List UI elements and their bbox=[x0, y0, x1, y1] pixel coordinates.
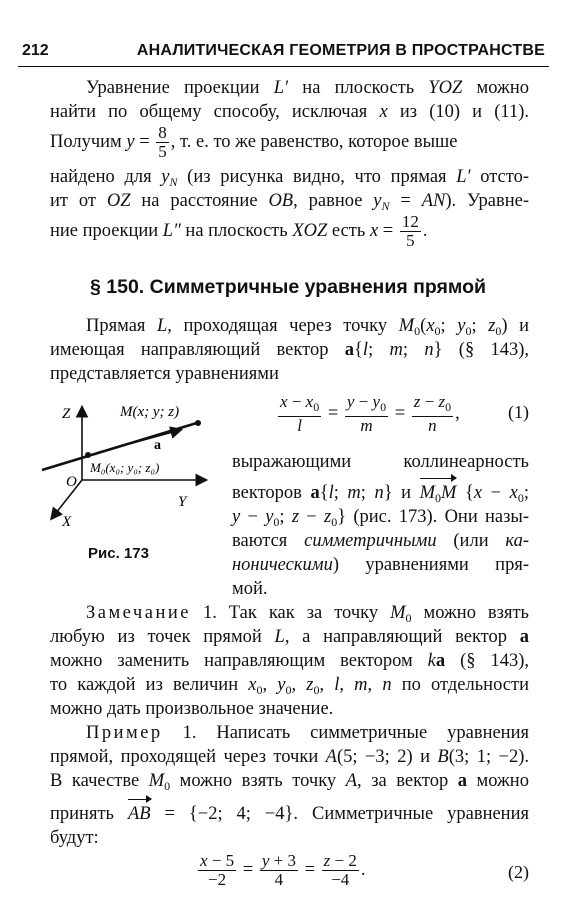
figure-173 bbox=[40, 400, 220, 540]
text-line: выражающими коллинеарность bbox=[232, 452, 529, 472]
text-line: найдено для $y_N$ (из рисунка видно, что прямая L′ отсто- bbox=[50, 167, 529, 189]
text-line: ноническими) уравнениями пря- bbox=[232, 555, 529, 575]
text-line: Замечание 1. Так как за точку $M_0$ можно взять bbox=[86, 603, 529, 625]
page-number: 212 bbox=[22, 42, 49, 59]
text-line: $y - y_0$; $z - z_0$} (рис. 173). Они назы- bbox=[232, 507, 530, 529]
text-line: мой. bbox=[232, 579, 268, 599]
label-m: M(x; y; z) bbox=[120, 404, 180, 420]
text-line: представляется уравнениями bbox=[50, 364, 279, 384]
text-line: ние проекции L″ на плоскость XOZ есть x = $\frac{12}{5}$ . bbox=[50, 212, 428, 250]
text-line: В качестве $M_0$ можно взять точку A, за вектор a можно bbox=[50, 771, 529, 793]
section-title: § 150. Симметричные уравнения прямой bbox=[90, 276, 486, 298]
direction-vector bbox=[96, 430, 180, 453]
text-line: найти по общему способу, исключая x из (10) и (11). bbox=[50, 102, 529, 122]
label-z: Z bbox=[62, 406, 71, 422]
text-line: можно заменить направляющим вектором ka (§ 143), bbox=[50, 651, 529, 671]
label-m0: M₀(x₀; y₀; z₀) bbox=[90, 460, 160, 475]
text-line: Получим y = $\frac{8}{5}$ , т. е. то же равенство, которое выше bbox=[50, 123, 458, 161]
label-y: Y bbox=[178, 494, 187, 510]
text-line: любую из точек прямой L, а направляющий вектор a bbox=[50, 627, 529, 647]
text-line: имеющая направляющий вектор a{l; m; n} (§ 143), bbox=[50, 340, 530, 360]
text-line: Прямая L, проходящая через точку $M_0(x_0$; $y_0$; $z_0$) и bbox=[86, 316, 530, 338]
text-line: принять AB = {−2; 4; −4}. Симметричные уравнения bbox=[50, 804, 529, 824]
figure-caption: Рис. 173 bbox=[88, 545, 149, 562]
label-x: X bbox=[62, 514, 72, 530]
label-o: O bbox=[66, 474, 77, 490]
equation-2: $\frac{x - 5}{-2}$ = $\frac{y + 3}{4}$ = $\frac{z - 2}{-4}$ . bbox=[200, 851, 366, 889]
text-line: ит от OZ на расстояние OB, равное $y_N = AN$). Уравне- bbox=[50, 191, 530, 213]
text-line: прямой, проходящей через точки A(5; −3; 2) и B(3; 1; −2). bbox=[50, 747, 529, 767]
text-line: Пример 1. Написать симметричные уравнения bbox=[86, 723, 529, 743]
label-a: a bbox=[154, 438, 161, 453]
equation-number-1: (1) bbox=[508, 402, 529, 422]
equation-number-2: (2) bbox=[508, 862, 529, 882]
text-line: можно дать произвольное значение. bbox=[50, 699, 334, 719]
equation-1: $\frac{x - x_0}{l}$ = $\frac{y - y_0}{m}$ = $\frac{z - z_0}{n}$ , bbox=[280, 392, 460, 435]
point-m bbox=[195, 420, 201, 426]
text-line: будут: bbox=[50, 828, 99, 848]
text-line: векторов a{l; m; n} и $M_0M$ {$x - x_0$; bbox=[232, 481, 529, 510]
text-line: ваются симметричными (или ка- bbox=[232, 531, 529, 551]
text-line: то каждой из величин $x_0$, $y_0$, $z_0$, l, m, n по отдельности bbox=[50, 675, 529, 697]
running-title: АНАЛИТИЧЕСКАЯ ГЕОМЕТРИЯ В ПРОСТРАНСТВЕ bbox=[136, 42, 545, 59]
page-header bbox=[18, 40, 549, 67]
text-line: Уравнение проекции L′ на плоскость YOZ можно bbox=[86, 78, 529, 98]
point-m0 bbox=[85, 452, 91, 458]
